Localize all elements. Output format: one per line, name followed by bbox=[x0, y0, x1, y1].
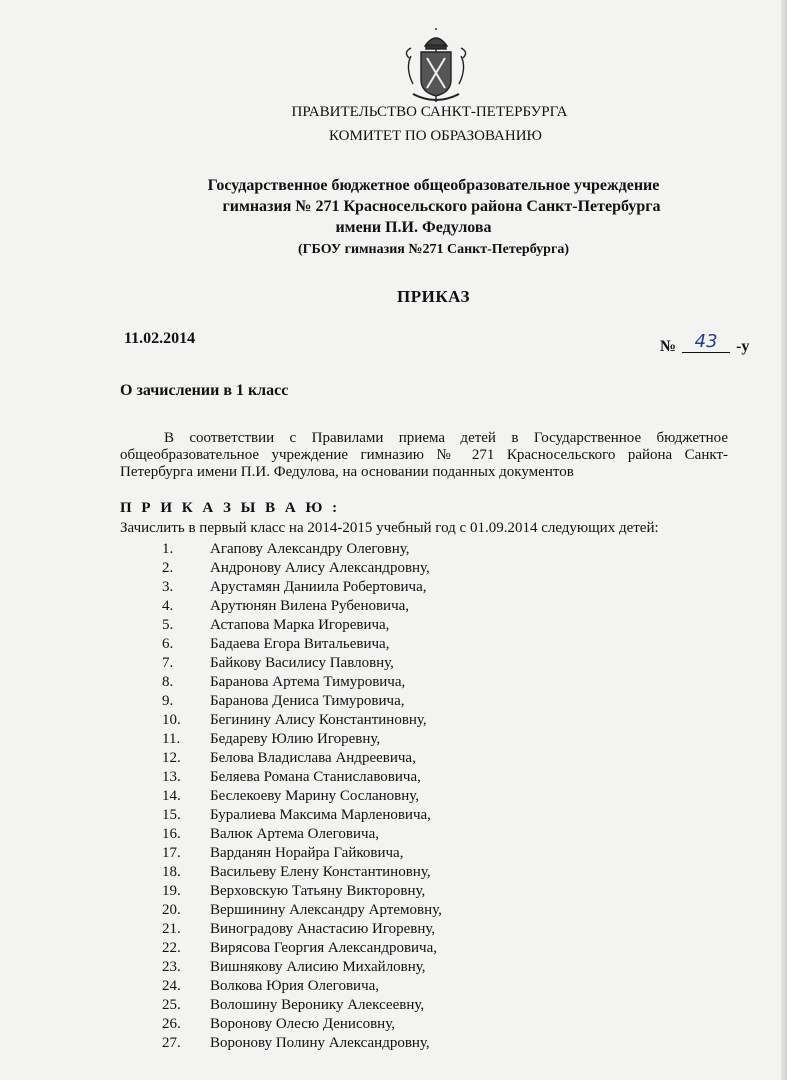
student-number: 27. bbox=[162, 1035, 181, 1051]
student-number: 12. bbox=[162, 750, 181, 766]
scan-edge bbox=[781, 0, 787, 1080]
organization-short-name: (ГБОУ гимназия №271 Санкт-Петербурга) bbox=[297, 242, 569, 257]
student-name: Волошину Веронику Алексеевну, bbox=[210, 997, 425, 1013]
student-name: Вишнякову Алисию Михайловну, bbox=[210, 959, 426, 975]
student-name: Андронову Алису Александровну, bbox=[210, 560, 430, 576]
organization-line-3: имени П.И. Федулова bbox=[335, 219, 492, 236]
organization-line-2: гимназия № 271 Красносельского района Санкт-Петербурга bbox=[222, 198, 661, 215]
student-number: 11. bbox=[162, 731, 181, 747]
document-title: ПРИКАЗ bbox=[397, 287, 470, 306]
student-number: 15. bbox=[162, 807, 181, 823]
student-number: 3. bbox=[162, 579, 174, 595]
student-number: 16. bbox=[162, 826, 181, 842]
student-number: 18. bbox=[162, 864, 181, 880]
student-name: Виноградову Анастасию Игоревну, bbox=[210, 921, 436, 937]
student-number: 14. bbox=[162, 788, 181, 804]
student-name: Бегинину Алису Константиновну, bbox=[210, 712, 427, 728]
student-name: Астапова Марка Игоревича, bbox=[210, 617, 390, 633]
student-number: 6. bbox=[162, 636, 174, 652]
preamble-paragraph: В соответствии с Правилами приема детей в Государственное бюджетное общеобразовательное учреждение гимназию № 271 Красносельского района Санкт-Петербурга имени П.И. Федулова, на основании поданных документов bbox=[120, 430, 728, 480]
handwritten-number: 43 bbox=[682, 331, 730, 353]
document-date: 11.02.2014 bbox=[124, 330, 196, 347]
student-number: 2. bbox=[162, 560, 174, 576]
student-number: 5. bbox=[162, 617, 174, 633]
student-name: Волкова Юрия Олеговича, bbox=[210, 978, 380, 994]
enroll-text: Зачислить в первый класс на 2014-2015 учебный год с 01.09.2014 следующих детей: bbox=[120, 520, 659, 536]
student-number: 23. bbox=[162, 959, 181, 975]
student-name: Агапову Александру Олеговну, bbox=[210, 541, 410, 557]
student-number: 7. bbox=[162, 655, 174, 671]
student-number: 13. bbox=[162, 769, 181, 785]
committee-heading: КОМИТЕТ ПО ОБРАЗОВАНИЮ bbox=[329, 128, 542, 144]
student-number: 17. bbox=[162, 845, 181, 861]
organization-line-1: Государственное бюджетное общеобразовательное учреждение bbox=[207, 177, 660, 194]
student-number: 26. bbox=[162, 1016, 181, 1032]
student-number: 8. bbox=[162, 674, 174, 690]
student-name: Верховскую Татьяну Викторовну, bbox=[210, 883, 426, 899]
student-name: Баранова Дениса Тимуровича, bbox=[210, 693, 405, 709]
student-number: 25. bbox=[162, 997, 181, 1013]
student-name: Байкову Василису Павловну, bbox=[210, 655, 394, 671]
student-name: Васильеву Елену Константиновну, bbox=[210, 864, 431, 880]
student-number: 24. bbox=[162, 978, 181, 994]
student-name: Бадаева Егора Витальевича, bbox=[210, 636, 390, 652]
student-name: Валюк Артема Олеговича, bbox=[210, 826, 379, 842]
student-name: Вершинину Александру Артемовну, bbox=[210, 902, 442, 918]
student-name: Вирясова Георгия Александровича, bbox=[210, 940, 438, 956]
student-number: 21. bbox=[162, 921, 181, 937]
number-suffix: -у bbox=[736, 338, 750, 355]
student-name: Арутюнян Вилена Рубеновича, bbox=[210, 598, 410, 614]
student-name: Беслекоеву Марину Сослановну, bbox=[210, 788, 419, 804]
government-heading: ПРАВИТЕЛЬСТВО САНКТ-ПЕТЕРБУРГА bbox=[291, 104, 568, 120]
student-number: 4. bbox=[162, 598, 174, 614]
student-number: 22. bbox=[162, 940, 181, 956]
student-name: Воронову Олесю Денисовну, bbox=[210, 1016, 395, 1032]
student-number: 19. bbox=[162, 883, 181, 899]
student-name: Воронову Полину Александровну, bbox=[210, 1035, 430, 1051]
student-name: Белова Владислава Андреевича, bbox=[210, 750, 416, 766]
orders-heading: П Р И К А З Ы В А Ю : bbox=[120, 500, 341, 516]
coat-of-arms-icon bbox=[399, 28, 473, 108]
student-name: Буралиева Максима Марленовича, bbox=[210, 807, 431, 823]
student-number: 9. bbox=[162, 693, 174, 709]
student-number: 20. bbox=[162, 902, 181, 918]
number-prefix: № bbox=[660, 338, 677, 355]
student-number: 1. bbox=[162, 541, 174, 557]
document-number bbox=[660, 331, 750, 357]
student-name: Арустамян Даниила Робертовича, bbox=[210, 579, 427, 595]
student-name: Варданян Норайра Гайковича, bbox=[210, 845, 404, 861]
student-name: Беляева Романа Станиславовича, bbox=[210, 769, 421, 785]
document-subject: О зачислении в 1 класс bbox=[120, 382, 289, 399]
student-name: Баранова Артема Тимуровича, bbox=[210, 674, 406, 690]
student-number: 10. bbox=[162, 712, 181, 728]
student-name: Бедареву Юлию Игоревну, bbox=[210, 731, 381, 747]
